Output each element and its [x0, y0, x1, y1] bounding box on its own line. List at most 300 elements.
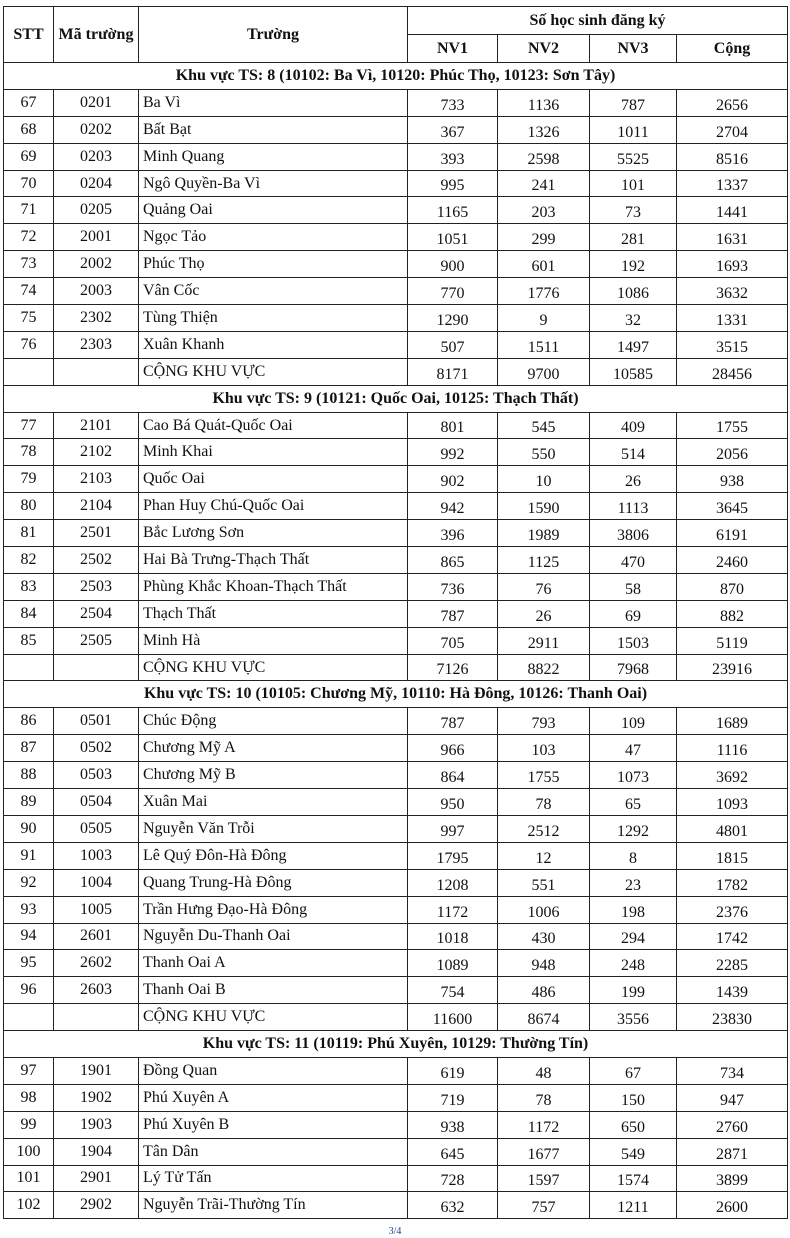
cell-nv3: 150 [590, 1084, 677, 1111]
table-row [4, 842, 788, 869]
empty-cell [54, 1004, 139, 1031]
cell-ma-truong: 0504 [54, 789, 139, 816]
total-nv3: 10585 [590, 358, 677, 385]
table-header [4, 7, 788, 63]
table-row [4, 600, 788, 627]
total-row [4, 1004, 788, 1031]
cell-truong: Hai Bà Trưng-Thạch Thất [139, 547, 408, 574]
total-label: CỘNG KHU VỰC [139, 654, 408, 681]
cell-nv3: 58 [590, 573, 677, 600]
cell-ma-truong: 2901 [54, 1165, 139, 1192]
cell-cong: 2600 [677, 1192, 788, 1219]
cell-stt: 68 [4, 116, 54, 143]
cell-stt: 92 [4, 869, 54, 896]
cell-stt: 75 [4, 305, 54, 332]
empty-cell [54, 358, 139, 385]
cell-nv2: 1989 [498, 520, 590, 547]
cell-truong: Chúc Động [139, 708, 408, 735]
cell-cong: 1755 [677, 412, 788, 439]
cell-nv3: 73 [590, 197, 677, 224]
cell-nv2: 12 [498, 842, 590, 869]
cell-nv3: 23 [590, 869, 677, 896]
cell-ma-truong: 2303 [54, 331, 139, 358]
total-nv1: 7126 [408, 654, 498, 681]
cell-cong: 6191 [677, 520, 788, 547]
cell-nv1: 1051 [408, 224, 498, 251]
table-row [4, 224, 788, 251]
cell-truong: Nguyễn Trãi-Thường Tín [139, 1192, 408, 1219]
section-title: Khu vực TS: 9 (10121: Quốc Oai, 10125: Thạch Thất) [4, 385, 788, 412]
cell-nv1: 719 [408, 1084, 498, 1111]
cell-stt: 101 [4, 1165, 54, 1192]
cell-truong: Nguyễn Du-Thanh Oai [139, 923, 408, 950]
page-footer [0, 1226, 790, 1238]
cell-nv3: 650 [590, 1111, 677, 1138]
table-row [4, 1057, 788, 1084]
cell-nv2: 203 [498, 197, 590, 224]
cell-truong: Minh Khai [139, 439, 408, 466]
cell-nv1: 705 [408, 627, 498, 654]
header-truong: Trường [139, 7, 408, 63]
table-row [4, 1165, 788, 1192]
cell-nv1: 632 [408, 1192, 498, 1219]
cell-nv1: 507 [408, 331, 498, 358]
table-row [4, 116, 788, 143]
cell-ma-truong: 2902 [54, 1192, 139, 1219]
cell-nv3: 1503 [590, 627, 677, 654]
table-row [4, 1084, 788, 1111]
cell-truong: Phùng Khắc Khoan-Thạch Thất [139, 573, 408, 600]
cell-truong: Cao Bá Quát-Quốc Oai [139, 412, 408, 439]
cell-cong: 2285 [677, 950, 788, 977]
cell-ma-truong: 1901 [54, 1057, 139, 1084]
cell-stt: 85 [4, 627, 54, 654]
cell-nv2: 2598 [498, 143, 590, 170]
cell-truong: Trần Hưng Đạo-Hà Đông [139, 896, 408, 923]
table-row [4, 789, 788, 816]
cell-nv3: 192 [590, 251, 677, 278]
cell-truong: Quốc Oai [139, 466, 408, 493]
cell-nv1: 728 [408, 1165, 498, 1192]
cell-nv2: 9 [498, 305, 590, 332]
cell-cong: 1782 [677, 869, 788, 896]
cell-nv3: 1292 [590, 815, 677, 842]
cell-cong: 1742 [677, 923, 788, 950]
cell-stt: 98 [4, 1084, 54, 1111]
cell-nv2: 2512 [498, 815, 590, 842]
cell-stt: 87 [4, 735, 54, 762]
cell-truong: Xuân Khanh [139, 331, 408, 358]
total-nv2: 8822 [498, 654, 590, 681]
registration-table [3, 6, 788, 1219]
cell-cong: 1441 [677, 197, 788, 224]
cell-stt: 72 [4, 224, 54, 251]
cell-cong: 1693 [677, 251, 788, 278]
cell-ma-truong: 0204 [54, 170, 139, 197]
header-ma-truong: Mã trường [54, 7, 139, 63]
cell-cong: 3515 [677, 331, 788, 358]
total-label: CỘNG KHU VỰC [139, 358, 408, 385]
cell-stt: 93 [4, 896, 54, 923]
cell-truong: Ngô Quyền-Ba Vì [139, 170, 408, 197]
cell-nv1: 396 [408, 520, 498, 547]
cell-cong: 3632 [677, 278, 788, 305]
header-cong: Cộng [677, 35, 788, 63]
cell-nv2: 545 [498, 412, 590, 439]
cell-nv1: 997 [408, 815, 498, 842]
cell-nv3: 1086 [590, 278, 677, 305]
header-nv2: NV2 [498, 35, 590, 63]
cell-stt: 67 [4, 89, 54, 116]
cell-stt: 83 [4, 573, 54, 600]
cell-nv3: 549 [590, 1138, 677, 1165]
section-header-row [4, 1031, 788, 1058]
cell-truong: Bất Bạt [139, 116, 408, 143]
cell-truong: Phan Huy Chú-Quốc Oai [139, 493, 408, 520]
cell-ma-truong: 1902 [54, 1084, 139, 1111]
cell-cong: 2656 [677, 89, 788, 116]
total-nv2: 9700 [498, 358, 590, 385]
cell-nv2: 1755 [498, 762, 590, 789]
cell-truong: Minh Quang [139, 143, 408, 170]
cell-nv2: 241 [498, 170, 590, 197]
table-row [4, 735, 788, 762]
header-so-hoc-sinh: Số học sinh đăng ký [408, 7, 788, 35]
cell-nv2: 2911 [498, 627, 590, 654]
cell-cong: 4801 [677, 815, 788, 842]
cell-truong: Lý Tử Tấn [139, 1165, 408, 1192]
table-row [4, 493, 788, 520]
cell-nv3: 1574 [590, 1165, 677, 1192]
table-row [4, 896, 788, 923]
table-row [4, 170, 788, 197]
table-row [4, 305, 788, 332]
table-row [4, 1138, 788, 1165]
cell-cong: 8516 [677, 143, 788, 170]
cell-ma-truong: 1003 [54, 842, 139, 869]
cell-cong: 2871 [677, 1138, 788, 1165]
cell-cong: 1331 [677, 305, 788, 332]
table-row [4, 89, 788, 116]
cell-nv1: 736 [408, 573, 498, 600]
section-title: Khu vực TS: 10 (10105: Chương Mỹ, 10110: Hà Đông, 10126: Thanh Oai) [4, 681, 788, 708]
cell-nv2: 76 [498, 573, 590, 600]
cell-ma-truong: 2502 [54, 547, 139, 574]
table-row [4, 466, 788, 493]
cell-ma-truong: 2003 [54, 278, 139, 305]
header-nv3: NV3 [590, 35, 677, 63]
cell-stt: 96 [4, 977, 54, 1004]
cell-cong: 1337 [677, 170, 788, 197]
cell-truong: Lê Quý Đôn-Hà Đông [139, 842, 408, 869]
cell-ma-truong: 0203 [54, 143, 139, 170]
empty-cell [4, 1004, 54, 1031]
cell-stt: 80 [4, 493, 54, 520]
cell-cong: 1815 [677, 842, 788, 869]
cell-cong: 5119 [677, 627, 788, 654]
cell-nv2: 430 [498, 923, 590, 950]
cell-nv3: 1211 [590, 1192, 677, 1219]
table-row [4, 547, 788, 574]
cell-nv1: 1018 [408, 923, 498, 950]
cell-nv1: 1165 [408, 197, 498, 224]
empty-cell [4, 358, 54, 385]
section-title: Khu vực TS: 8 (10102: Ba Vì, 10120: Phúc Thọ, 10123: Sơn Tây) [4, 63, 788, 90]
total-cong: 23916 [677, 654, 788, 681]
cell-ma-truong: 0502 [54, 735, 139, 762]
cell-stt: 89 [4, 789, 54, 816]
cell-nv1: 787 [408, 708, 498, 735]
cell-truong: Xuân Mai [139, 789, 408, 816]
table-row [4, 923, 788, 950]
cell-nv3: 32 [590, 305, 677, 332]
cell-stt: 81 [4, 520, 54, 547]
cell-ma-truong: 2503 [54, 573, 139, 600]
cell-nv1: 801 [408, 412, 498, 439]
table-row [4, 950, 788, 977]
cell-nv2: 1511 [498, 331, 590, 358]
table-row [4, 439, 788, 466]
cell-nv2: 1172 [498, 1111, 590, 1138]
cell-nv2: 1125 [498, 547, 590, 574]
cell-truong: Nguyễn Văn Trỗi [139, 815, 408, 842]
cell-nv1: 770 [408, 278, 498, 305]
cell-nv2: 550 [498, 439, 590, 466]
cell-truong: Ngọc Tảo [139, 224, 408, 251]
cell-nv3: 1497 [590, 331, 677, 358]
cell-truong: Thanh Oai B [139, 977, 408, 1004]
cell-nv3: 65 [590, 789, 677, 816]
cell-nv3: 787 [590, 89, 677, 116]
total-row [4, 654, 788, 681]
cell-truong: Thanh Oai A [139, 950, 408, 977]
cell-nv1: 367 [408, 116, 498, 143]
cell-nv1: 1089 [408, 950, 498, 977]
total-nv1: 11600 [408, 1004, 498, 1031]
cell-nv3: 198 [590, 896, 677, 923]
cell-nv3: 514 [590, 439, 677, 466]
cell-stt: 71 [4, 197, 54, 224]
cell-nv2: 10 [498, 466, 590, 493]
cell-ma-truong: 0201 [54, 89, 139, 116]
cell-ma-truong: 0505 [54, 815, 139, 842]
cell-ma-truong: 2603 [54, 977, 139, 1004]
cell-nv1: 865 [408, 547, 498, 574]
empty-cell [4, 654, 54, 681]
cell-stt: 77 [4, 412, 54, 439]
cell-nv2: 48 [498, 1057, 590, 1084]
cell-stt: 95 [4, 950, 54, 977]
cell-nv2: 551 [498, 869, 590, 896]
cell-stt: 74 [4, 278, 54, 305]
total-label: CỘNG KHU VỰC [139, 1004, 408, 1031]
cell-ma-truong: 2101 [54, 412, 139, 439]
cell-stt: 86 [4, 708, 54, 735]
cell-cong: 1689 [677, 708, 788, 735]
cell-nv1: 902 [408, 466, 498, 493]
cell-nv1: 992 [408, 439, 498, 466]
cell-ma-truong: 0205 [54, 197, 139, 224]
cell-nv1: 966 [408, 735, 498, 762]
cell-cong: 2376 [677, 896, 788, 923]
cell-nv3: 294 [590, 923, 677, 950]
cell-truong: Đồng Quan [139, 1057, 408, 1084]
table-body [4, 63, 788, 1219]
table-row [4, 627, 788, 654]
cell-nv1: 995 [408, 170, 498, 197]
table-row [4, 573, 788, 600]
cell-nv3: 199 [590, 977, 677, 1004]
cell-nv3: 109 [590, 708, 677, 735]
empty-cell [54, 654, 139, 681]
cell-nv3: 1073 [590, 762, 677, 789]
cell-nv3: 101 [590, 170, 677, 197]
cell-ma-truong: 1903 [54, 1111, 139, 1138]
cell-nv1: 733 [408, 89, 498, 116]
cell-truong: Phú Xuyên A [139, 1084, 408, 1111]
cell-ma-truong: 0202 [54, 116, 139, 143]
cell-nv3: 26 [590, 466, 677, 493]
cell-nv2: 1597 [498, 1165, 590, 1192]
table-row [4, 815, 788, 842]
cell-cong: 2704 [677, 116, 788, 143]
cell-cong: 3645 [677, 493, 788, 520]
cell-stt: 69 [4, 143, 54, 170]
cell-nv1: 1172 [408, 896, 498, 923]
cell-nv1: 938 [408, 1111, 498, 1138]
cell-ma-truong: 2002 [54, 251, 139, 278]
cell-nv3: 5525 [590, 143, 677, 170]
cell-truong: Minh Hà [139, 627, 408, 654]
cell-nv3: 281 [590, 224, 677, 251]
cell-nv1: 1290 [408, 305, 498, 332]
cell-truong: Quảng Oai [139, 197, 408, 224]
cell-cong: 2760 [677, 1111, 788, 1138]
total-cong: 28456 [677, 358, 788, 385]
table-row [4, 251, 788, 278]
cell-stt: 73 [4, 251, 54, 278]
cell-nv2: 757 [498, 1192, 590, 1219]
total-nv3: 3556 [590, 1004, 677, 1031]
cell-truong: Chương Mỹ A [139, 735, 408, 762]
cell-ma-truong: 0503 [54, 762, 139, 789]
cell-ma-truong: 2103 [54, 466, 139, 493]
cell-nv3: 3806 [590, 520, 677, 547]
cell-nv1: 900 [408, 251, 498, 278]
table-row [4, 412, 788, 439]
cell-ma-truong: 2504 [54, 600, 139, 627]
cell-truong: Ba Vì [139, 89, 408, 116]
cell-cong: 3899 [677, 1165, 788, 1192]
cell-ma-truong: 2302 [54, 305, 139, 332]
cell-stt: 88 [4, 762, 54, 789]
cell-ma-truong: 2602 [54, 950, 139, 977]
cell-nv3: 67 [590, 1057, 677, 1084]
cell-cong: 3692 [677, 762, 788, 789]
cell-nv2: 1776 [498, 278, 590, 305]
cell-truong: Tân Dân [139, 1138, 408, 1165]
header-nv1: NV1 [408, 35, 498, 63]
cell-stt: 100 [4, 1138, 54, 1165]
cell-nv1: 1208 [408, 869, 498, 896]
cell-nv3: 248 [590, 950, 677, 977]
total-row [4, 358, 788, 385]
cell-cong: 1631 [677, 224, 788, 251]
cell-truong: Bắc Lương Sơn [139, 520, 408, 547]
total-cong: 23830 [677, 1004, 788, 1031]
cell-cong: 1439 [677, 977, 788, 1004]
cell-truong: Quang Trung-Hà Đông [139, 869, 408, 896]
cell-nv1: 864 [408, 762, 498, 789]
cell-truong: Phúc Thọ [139, 251, 408, 278]
table-row [4, 977, 788, 1004]
cell-nv2: 948 [498, 950, 590, 977]
cell-nv3: 8 [590, 842, 677, 869]
cell-stt: 70 [4, 170, 54, 197]
cell-ma-truong: 0501 [54, 708, 139, 735]
cell-truong: Chương Mỹ B [139, 762, 408, 789]
cell-nv3: 409 [590, 412, 677, 439]
cell-nv3: 47 [590, 735, 677, 762]
cell-stt: 90 [4, 815, 54, 842]
section-header-row [4, 63, 788, 90]
cell-nv2: 1006 [498, 896, 590, 923]
cell-nv2: 1326 [498, 116, 590, 143]
cell-ma-truong: 1005 [54, 896, 139, 923]
cell-cong: 882 [677, 600, 788, 627]
cell-nv2: 299 [498, 224, 590, 251]
cell-cong: 734 [677, 1057, 788, 1084]
table-row [4, 197, 788, 224]
cell-stt: 91 [4, 842, 54, 869]
cell-stt: 79 [4, 466, 54, 493]
table-row [4, 331, 788, 358]
cell-stt: 99 [4, 1111, 54, 1138]
section-header-row [4, 385, 788, 412]
cell-ma-truong: 1004 [54, 869, 139, 896]
cell-nv1: 950 [408, 789, 498, 816]
cell-cong: 938 [677, 466, 788, 493]
cell-nv1: 393 [408, 143, 498, 170]
table-row [4, 520, 788, 547]
cell-stt: 76 [4, 331, 54, 358]
cell-nv1: 787 [408, 600, 498, 627]
cell-nv3: 1113 [590, 493, 677, 520]
table-row [4, 143, 788, 170]
cell-stt: 78 [4, 439, 54, 466]
cell-ma-truong: 2104 [54, 493, 139, 520]
table-row [4, 1192, 788, 1219]
section-title: Khu vực TS: 11 (10119: Phú Xuyên, 10129: Thường Tín) [4, 1031, 788, 1058]
cell-stt: 102 [4, 1192, 54, 1219]
table-row [4, 762, 788, 789]
table-row [4, 278, 788, 305]
section-header-row [4, 681, 788, 708]
cell-nv2: 78 [498, 789, 590, 816]
total-nv3: 7968 [590, 654, 677, 681]
cell-stt: 82 [4, 547, 54, 574]
cell-nv1: 942 [408, 493, 498, 520]
table-row [4, 1111, 788, 1138]
cell-nv2: 1677 [498, 1138, 590, 1165]
cell-ma-truong: 1904 [54, 1138, 139, 1165]
cell-cong: 2460 [677, 547, 788, 574]
cell-nv1: 619 [408, 1057, 498, 1084]
cell-nv2: 103 [498, 735, 590, 762]
cell-stt: 84 [4, 600, 54, 627]
cell-nv1: 754 [408, 977, 498, 1004]
cell-nv3: 1011 [590, 116, 677, 143]
